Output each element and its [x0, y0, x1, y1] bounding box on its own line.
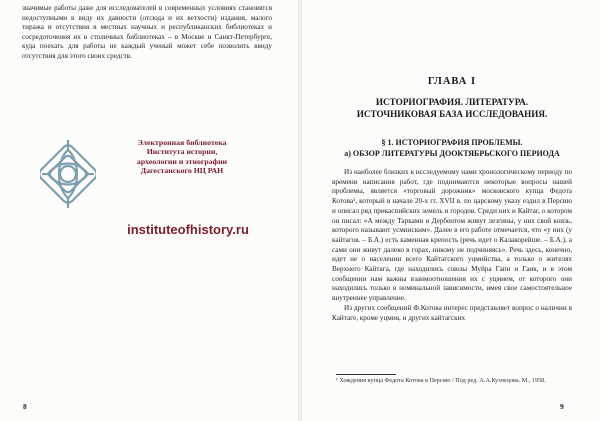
library-url: instituteofhistory.ru: [127, 222, 249, 237]
library-title-line: Дагестанского НЦ РАН: [140, 166, 224, 176]
chapter-title: [330, 96, 574, 120]
footnote-divider: [336, 374, 396, 375]
section-title-line: § 1. ИСТОРИОГРАФИЯ ПРОБЛЕМЫ.: [381, 138, 523, 147]
section-title-line: а) ОБЗОР ЛИТЕРАТУРЫ ДООКТЯБРЬСКОГО ПЕРИОДА: [344, 149, 560, 158]
library-title-line: археологии и этнографии: [136, 156, 228, 166]
library-title-line: Электронная библиотека: [137, 138, 227, 147]
knot-emblem-icon: [40, 130, 96, 230]
library-watermark: [40, 130, 280, 280]
body-paragraph: Из других сообщений Ф.Котова интерес представляет вопрос о наличии в Кайтаге, кроме уцмия, и других кайтагских: [332, 303, 572, 322]
chapter-number: ГЛАВА I: [427, 76, 477, 87]
library-title: [102, 138, 262, 176]
chapter-title-line: ИСТОРИОГРАФИЯ. ЛИТЕРАТУРА.: [375, 97, 529, 107]
page-number-left: 8: [23, 402, 27, 411]
footnote: ¹ Хождения купца Федота Котова в Персию / Под ред. А.А.Кузнецова. М., 1958.: [336, 377, 546, 384]
section-title: [330, 137, 574, 159]
left-paragraph: значимые работы даже для исследователей в современных условиях становятся недоступными в виду их давности (отсюда и их ветхости) издания, малого тиража и отсутствия в местных научных и республиканских библиотеках и сосредоточения их в столичных библиотеках – в Москве и Санкт-Петербурге, куда поехать для работы не каждый ученый может себе позволить ввиду отсутствия для этого своих средств.: [22, 4, 272, 60]
page-number-right: 9: [560, 402, 564, 411]
right-page-text: [332, 168, 572, 323]
library-title-line: Института истории,: [146, 147, 218, 157]
chapter-title-line: ИСТОЧНИКОВАЯ БАЗА ИССЛЕДОВАНИЯ.: [356, 109, 548, 119]
body-paragraph: Из наиболее близких к исследуемому нами хронологическому периоду по времени написания работ, где поднимаются некоторые вопросы нашей проблемы, является «торговый дорожник» московского купца Федота Котова¹, который в начале 20-х гг. XVII в. по царскому указу ездил в Персию и описал ряд прикаспийских земель и городов. Среди них и Кайтаг, о котором он писал: «А между Тарками и Дербентом живут лезгины, у них свой князь, которого называют усминским». Далее в его работе отмечается, что «у них (у кайтагов. – Б.А.) есть каменная крепость (речь идет о Калакорейше. – Б.А.), а сами они живут далеко в горах, никому не подчиняясь». Речь здесь, конечно, идет не о населении всего Кайтагского уцмийства, а только о жителях Верхнего Кайтага, где находились союзы Муйра Гапи и Гаик, и в этом сообщении нам важны взаимоотношения их с уцмием, от которого они находились только в номинальной зависимости, имея свое самостоятельное внутреннее управление.: [332, 168, 572, 303]
left-page-text: [22, 4, 272, 62]
